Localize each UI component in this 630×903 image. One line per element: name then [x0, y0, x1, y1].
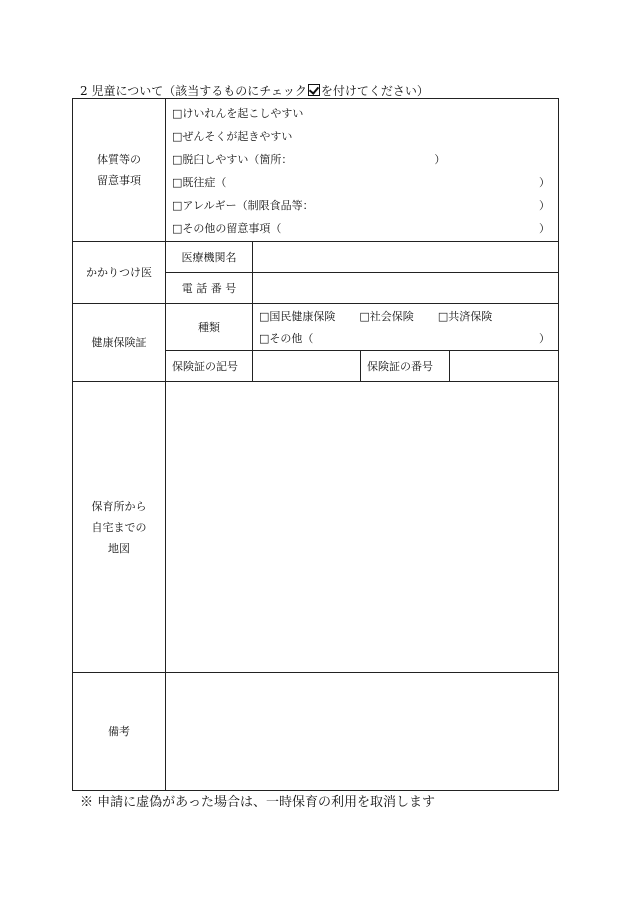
heading-prefix: 2 児童について（該当するものにチェック — [80, 84, 307, 98]
remarks-area[interactable] — [166, 673, 559, 791]
physical-label-line1: 体質等の — [97, 153, 141, 166]
map-label-line2: 自宅までの — [91, 520, 147, 534]
insurance-options-line — [253, 305, 558, 327]
map-label — [73, 382, 166, 673]
phone-field[interactable] — [253, 273, 559, 304]
checkbox-label: □アレルギー（制限食品等： — [172, 198, 314, 212]
checkbox-label: □けいれんを起こしやすい — [172, 106, 304, 120]
institution-label: 医療機関名 — [166, 242, 253, 273]
physical-item[interactable]: □その他の留意事項（ ） — [172, 221, 551, 235]
number-field[interactable] — [450, 351, 559, 382]
national-insurance-option[interactable]: □国民健康保険 — [259, 310, 336, 323]
map-row — [73, 382, 559, 673]
mutual-insurance-option[interactable]: □共済保険 — [437, 310, 493, 323]
checkbox-label: □その他の留意事項（ — [172, 221, 282, 235]
symbol-field[interactable] — [253, 351, 361, 382]
physical-item[interactable]: □脱臼しやすい（箇所： ） — [172, 152, 446, 166]
physical-items-cell — [166, 99, 559, 242]
insurance-other-line: □その他（ ） — [259, 332, 551, 345]
child-info-table — [72, 98, 559, 791]
doctor-institution-row — [73, 242, 559, 273]
physical-label-line2: 留意事項 — [97, 174, 141, 187]
insurance-label: 健康保険証 — [73, 304, 166, 382]
institution-field[interactable] — [253, 242, 559, 273]
checkbox-label: □既往症（ — [172, 175, 227, 189]
insurance-options-cell — [253, 304, 559, 351]
number-label: 保険証の番号 — [361, 351, 450, 382]
insurance-type-label: 種類 — [166, 304, 253, 351]
footnote: ※ 申請に虚偽があった場合は、一時保育の利用を取消します — [80, 795, 436, 810]
map-area[interactable] — [166, 382, 559, 673]
physical-label — [73, 99, 166, 242]
remarks-row — [73, 673, 559, 791]
map-label-line3: 地図 — [108, 541, 130, 555]
checkbox-label: □脱臼しやすい（箇所： — [172, 152, 293, 166]
physical-item[interactable]: □既往症（ ） — [172, 175, 551, 189]
physical-item[interactable] — [172, 124, 550, 147]
checkbox-label: □ぜんそくが起きやすい — [172, 129, 293, 143]
other-insurance-option[interactable]: □その他（ — [259, 332, 314, 345]
physical-item[interactable]: □アレルギー（制限食品等： ） — [172, 198, 551, 212]
map-label-line1: 保育所から — [91, 499, 147, 513]
remarks-label: 備考 — [73, 673, 166, 791]
symbol-label: 保険証の記号 — [166, 351, 253, 382]
physical-row — [73, 99, 559, 242]
heading-suffix: を付けてください） — [320, 84, 429, 98]
social-insurance-option[interactable]: □社会保険 — [359, 310, 414, 323]
insurance-type-row — [73, 304, 559, 351]
phone-label: 電 話 番 号 — [166, 273, 253, 304]
doctor-label: かかりつけ医 — [73, 242, 166, 304]
checked-box-icon — [308, 84, 320, 96]
section-heading — [80, 82, 429, 99]
physical-item[interactable] — [172, 101, 550, 124]
